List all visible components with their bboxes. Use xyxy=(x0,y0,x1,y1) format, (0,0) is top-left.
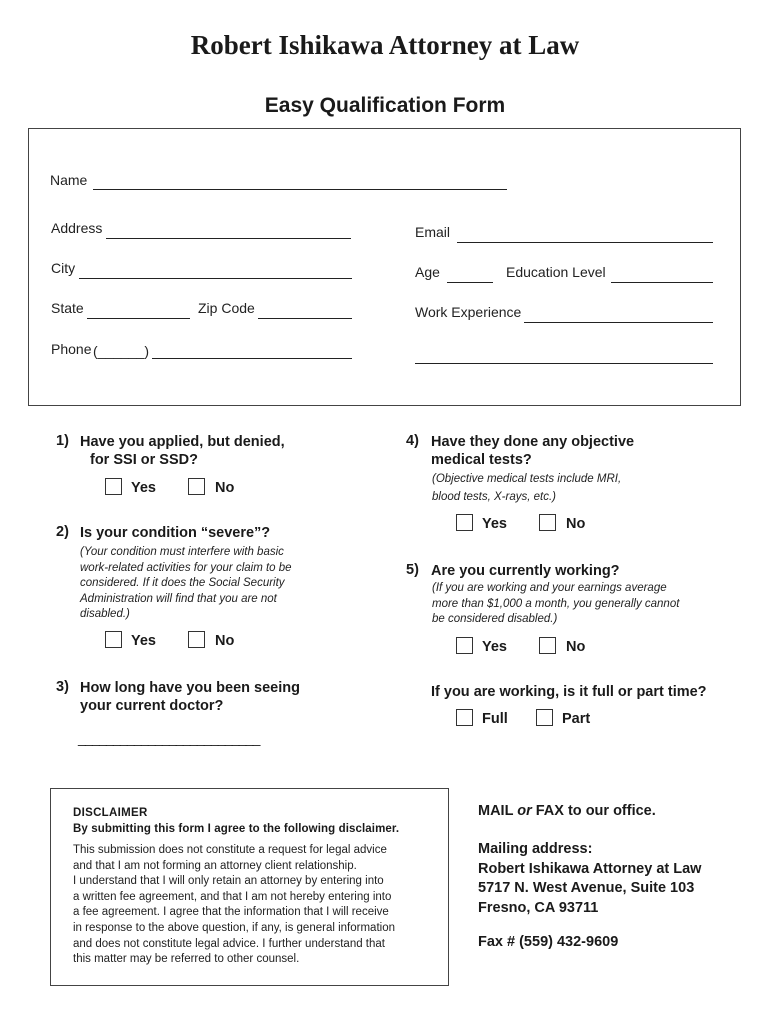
q4-no-checkbox[interactable] xyxy=(539,514,556,531)
age-label: Age xyxy=(415,264,440,280)
city-field[interactable] xyxy=(79,278,352,279)
q3-line1: How long have you been seeing xyxy=(80,680,300,696)
q5-number: 5) xyxy=(406,562,419,578)
q5-note-line: be considered disabled.) xyxy=(432,613,558,625)
address-field[interactable] xyxy=(106,238,351,239)
age-field[interactable] xyxy=(447,282,493,283)
personal-info-box xyxy=(28,128,741,406)
address-street: 5717 N. West Avenue, Suite 103 xyxy=(478,880,695,896)
q2-note-line: (Your condition must interfere with basic xyxy=(80,546,284,558)
q4-note-line: blood tests, X-rays, etc.) xyxy=(432,490,556,503)
name-field[interactable] xyxy=(93,189,507,190)
q5-note-line: more than $1,000 a month, you generally cannot xyxy=(432,597,680,610)
q5-no-label: No xyxy=(566,639,586,655)
q5-yes-label: Yes xyxy=(482,639,507,655)
disclaimer-line: and does not constitute legal advice. I further understand that xyxy=(73,937,385,950)
q4-yes-label: Yes xyxy=(482,516,507,532)
q4-note-line: (Objective medical tests include MRI, xyxy=(432,473,622,485)
q4-number: 4) xyxy=(406,433,419,449)
name-label: Name xyxy=(50,172,88,188)
disclaimer-line: a fee agreement. I agree that the information that I will receive xyxy=(73,906,389,919)
zip-label: Zip Code xyxy=(198,300,255,316)
disclaimer-line: and that I am not forming an attorney client relationship. xyxy=(73,859,357,872)
q5-note-line: (If you are working and your earnings average xyxy=(432,582,667,594)
disclaimer-line: I understand that I will only retain an attorney by entering into xyxy=(73,875,384,888)
q2-note-line: work-related activities for your claim to be xyxy=(80,561,292,574)
disclaimer-line: This submission does not constitute a request for legal advice xyxy=(73,844,387,856)
q2-note xyxy=(80,545,292,623)
zip-field[interactable] xyxy=(258,318,352,319)
form-title: Easy Qualification Form xyxy=(264,94,506,117)
education-field[interactable] xyxy=(611,282,713,283)
q1-text xyxy=(80,433,285,469)
full-time-checkbox[interactable] xyxy=(456,709,473,726)
phone-label: Phone xyxy=(51,341,92,357)
q1-line1: Have you applied, but denied, xyxy=(80,434,285,450)
q2-number: 2) xyxy=(56,524,69,540)
q5-no-checkbox[interactable] xyxy=(539,637,556,654)
q1-no-checkbox[interactable] xyxy=(188,478,205,495)
firm-title: Robert Ishikawa Attorney at Law xyxy=(190,30,580,60)
education-label: Education Level xyxy=(506,264,606,280)
disclaimer-heading: DISCLAIMER xyxy=(73,807,148,819)
q4-line2: medical tests? xyxy=(431,452,532,468)
q1-line2: for SSI or SSD? xyxy=(90,452,198,468)
fax-line: FAX to our office. xyxy=(535,803,656,819)
q3-text xyxy=(80,679,300,715)
q4-yes-checkbox[interactable] xyxy=(456,514,473,531)
mailing-address xyxy=(478,840,701,918)
q1-number: 1) xyxy=(56,433,69,449)
city-label: City xyxy=(51,260,76,276)
part-time-checkbox[interactable] xyxy=(536,709,553,726)
disclaimer-line: in response to the above question, if any, is general information xyxy=(73,921,395,934)
q2-note-line: disabled.) xyxy=(80,608,130,620)
q2-note-line: considered. If it does the Social Security xyxy=(80,577,285,589)
work-experience-field[interactable] xyxy=(524,322,713,323)
q1-yes-checkbox[interactable] xyxy=(105,478,122,495)
address-city: Fresno, CA 93711 xyxy=(478,899,599,916)
email-field[interactable] xyxy=(457,242,713,243)
q2-note-line: Administration will find that you are not xyxy=(80,592,277,605)
email-label: Email xyxy=(415,224,451,240)
address-label: Address xyxy=(51,220,103,236)
q2-yes-checkbox[interactable] xyxy=(105,631,122,648)
q2-no-checkbox[interactable] xyxy=(188,631,205,648)
state-field[interactable] xyxy=(87,318,190,319)
part-time-label: Part xyxy=(562,711,591,727)
mail-word: MAIL xyxy=(478,803,514,819)
q4-line1: Have they done any objective xyxy=(431,434,635,450)
q6-text: If you are working, is it full or part time? xyxy=(431,684,707,700)
q5-yes-checkbox[interactable] xyxy=(456,637,473,654)
fax-number: Fax # (559) 432-9609 xyxy=(478,934,619,950)
q1-no-label: No xyxy=(215,480,235,496)
disclaimer-subheading: By submitting this form I agree to the following disclaimer. xyxy=(73,823,400,835)
q4-note xyxy=(432,471,621,506)
q4-no-label: No xyxy=(566,516,586,532)
phone-area-code-field[interactable]: (______) xyxy=(93,343,150,359)
q2-text: Is your condition “severe”? xyxy=(80,525,271,541)
q2-no-label: No xyxy=(215,633,235,649)
q2-yes-label: Yes xyxy=(131,633,156,649)
q1-yes-label: Yes xyxy=(131,480,156,496)
q5-note xyxy=(432,581,679,628)
state-label: State xyxy=(51,300,84,316)
q4-text xyxy=(431,433,634,469)
q3-line2: your current doctor? xyxy=(80,698,224,714)
disclaimer-line: a written fee agreement, and that I am not hereby entering into xyxy=(73,890,392,903)
phone-number-field[interactable] xyxy=(152,358,352,359)
q5-text: Are you currently working? xyxy=(431,563,620,579)
q3-answer-field[interactable]: __________________________ xyxy=(78,730,260,746)
q3-number: 3) xyxy=(56,679,69,695)
work-experience-label: Work Experience xyxy=(415,304,522,320)
disclaimer-body xyxy=(73,843,395,968)
mail-fax-instruction xyxy=(478,802,656,822)
disclaimer-line: this matter may be referred to other counsel. xyxy=(73,953,300,966)
or-word: or xyxy=(517,803,532,819)
address-firm: Robert Ishikawa Attorney at Law xyxy=(478,860,702,877)
full-time-label: Full xyxy=(482,711,508,727)
work-experience-field-line2[interactable] xyxy=(415,363,713,364)
mailing-label: Mailing address: xyxy=(478,841,593,857)
